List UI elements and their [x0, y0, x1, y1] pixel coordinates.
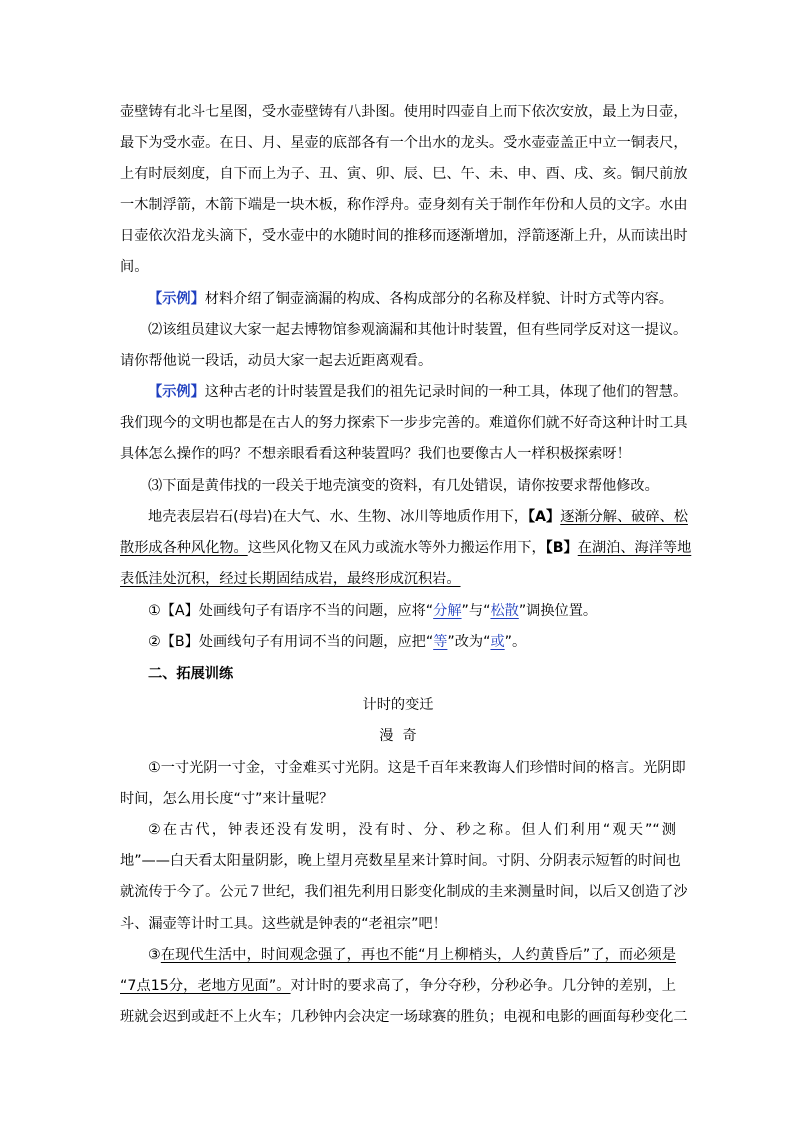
example-tag: 【示例】	[148, 291, 205, 307]
underlined-sentence: 在现代生活中，时间观念强了，再也不能“月上柳梢头，人约黄昏后”了，而必须是	[160, 947, 676, 963]
underlined-sentence-a: 逐渐分解、破碎、松	[560, 509, 688, 525]
answer-text: ②【B】处画线句子有用词不当的问题，应把“	[148, 634, 434, 650]
marker-a: 【A】	[527, 509, 561, 525]
para1-line-6: 间。	[120, 259, 149, 275]
article-para1-line-2: 时间，怎么用长度“寸”来计量呢？	[120, 791, 334, 807]
answer-text: ①【A】处画线句子有语序不当的问题，应将“	[148, 603, 434, 619]
answer-text: ”调换位置。	[518, 603, 598, 619]
article-para2-line-1: ②在古代，钟表还没有发明，没有时、分、秒之称。但人们利用“观天”“测	[148, 822, 676, 838]
para1-line-3: 上有时辰刻度，自下而上为子、丑、寅、卯、辰、巳、午、未、申、酉、戌、亥。铜尺前放	[120, 166, 688, 182]
answer-word: 分解	[433, 603, 462, 619]
answer-word: 或	[490, 634, 505, 650]
passage-text: 这些风化物又在风力或流水等外力搬运作用下，	[247, 540, 546, 556]
article-para3-line-1	[148, 945, 676, 965]
example1-text: 材料介绍了铜壶滴漏的构成、各构成部分的名称及样貌、计时方式等内容。	[204, 291, 673, 307]
answer-text: ”。	[504, 634, 527, 650]
para1-line-1: 壶壁铸有北斗七星图，受水壶壁铸有八卦图。使用时四壶自上而下依次安放，最上为日壶，	[120, 104, 688, 120]
question3: ⑶下面是黄伟找的一段关于地壳演变的资料，有几处错误，请你按要求帮他修改。	[148, 478, 659, 494]
passage-text: 地壳表层岩石(母岩)在大气、水、生物、冰川等地质作用下，	[148, 509, 528, 525]
answer-1	[148, 601, 676, 621]
article-para1-line-1: ①一寸光阴一寸金，寸金难买寸光阴。这是千百年来教诲人们珍惜时间的格言。光阴即	[148, 760, 686, 776]
para1-line-5: 日壶依次沿龙头滴下，受水壶中的水随时间的推移而逐渐增加，浮箭逐渐上升，从而读出时	[120, 228, 688, 244]
para1-line-2: 最下为受水壶。在日、月、星壶的底部各有一个出水的龙头。受水壶壶盖正中立一铜表尺，	[120, 135, 688, 151]
question2-line-1: ⑵该组员建议大家一起去博物馆参观滴漏和其他计时装置，但有些同学反对这一提议。	[148, 322, 688, 338]
underlined-sentence: “7点15分，老地方见面”。	[120, 978, 291, 994]
example2-text: 这种古老的计时装置是我们的祖先记录时间的一种工具，体现了他们的智慧。	[204, 384, 688, 400]
answer-text: ”改为“	[447, 634, 491, 650]
example1	[148, 289, 676, 309]
answer-word: 等	[433, 634, 448, 650]
article-para3-line-2	[120, 976, 676, 996]
example2-line-3: 具体怎么操作的吗？不想亲眼看看这种装置吗？我们也要像古人一样积极探索呀！	[120, 446, 631, 462]
underlined-sentence-b: 在湖泊、海洋等地	[577, 540, 692, 556]
passage-line-2	[120, 538, 692, 558]
para1-line-4: 一木制浮箭，木箭下端是一块木板，称作浮舟。壶身刻有关于制作年份和人员的文字。水由	[120, 197, 688, 213]
marker-b: 【B】	[545, 540, 578, 556]
answer-2	[148, 632, 676, 652]
section-title: 二、拓展训练	[148, 666, 234, 682]
passage-line-1	[148, 507, 688, 527]
article-title: 计时的变迁	[362, 697, 434, 713]
underlined-sentence-b: 表低洼处沉积，经过长期固结成岩，最终形成沉积岩。	[120, 571, 461, 587]
example2-line-2: 我们现今的文明也都是在古人的努力探索下一步步完善的。难道你们就不好奇这种计时工具	[120, 415, 688, 431]
article-author: 漫 奇	[379, 728, 417, 744]
example-tag: 【示例】	[148, 384, 205, 400]
article-para2-line-3: 就流传于今了。公元７世纪，我们祖先利用日影变化制成的圭来测量时间，以后又创造了沙	[120, 884, 688, 900]
article-para3-line-3: 班就会迟到或赶不上火车；几秒钟内会决定一场球赛的胜负；电视和电影的画面每秒变化二	[120, 1009, 688, 1025]
answer-word: 松散	[490, 603, 519, 619]
paragraph-number: ③	[148, 947, 161, 963]
underlined-sentence-a: 散形成各种风化物。	[120, 540, 248, 556]
passage-line-3	[120, 569, 676, 589]
article-para2-line-2: 地”——白天看太阳量阴影，晚上望月亮数星星来计算时间。寸阴、分阴表示短暂的时间也	[120, 853, 681, 869]
answer-text: ”与“	[461, 603, 491, 619]
question2-line-2: 请你帮他说一段话，动员大家一起去近距离观看。	[120, 353, 433, 369]
paragraph-text: 对计时的要求高了，争分夺秒，分秒必争。几分钟的差别，上	[290, 978, 676, 994]
article-para2-line-4: 斗、漏壶等计时工具。这些就是钟表的“老祖宗”吧！	[120, 916, 447, 932]
example2-line-1	[148, 382, 688, 402]
